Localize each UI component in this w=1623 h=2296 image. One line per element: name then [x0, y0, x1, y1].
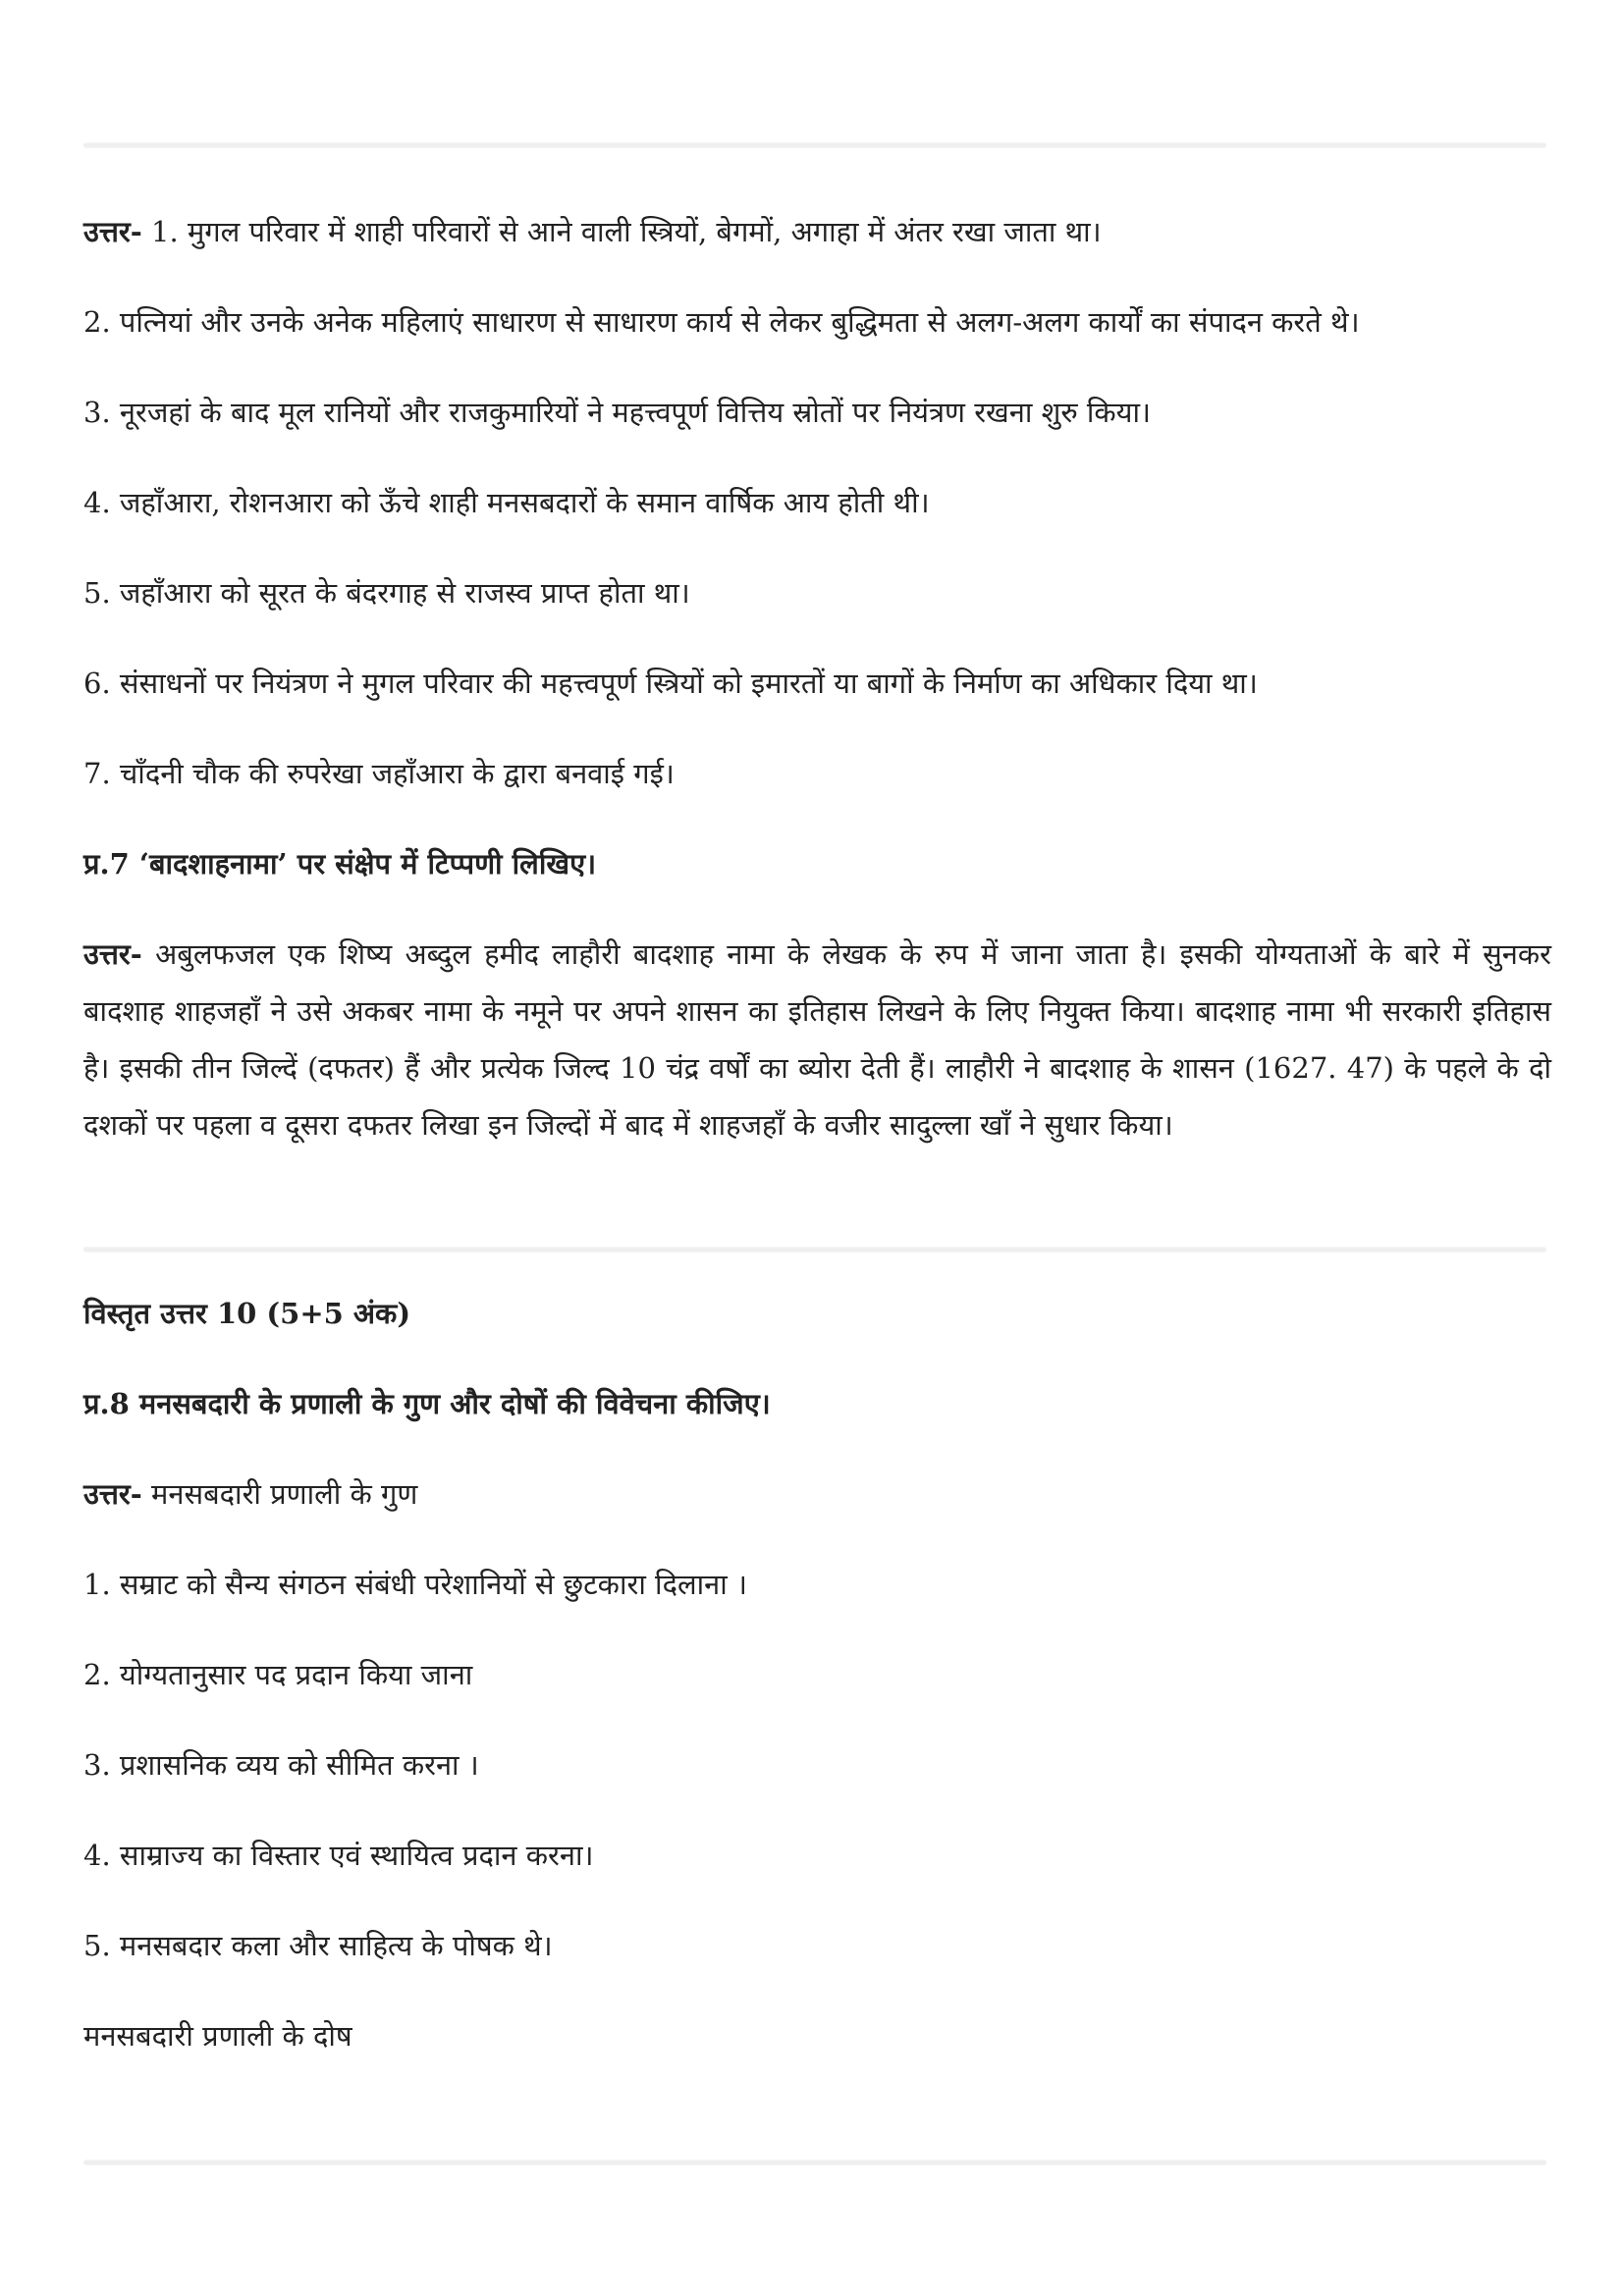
answer-6-point-6: [83, 655, 1551, 712]
question-text: प्र.7 ‘बादशाहनामा’ पर संक्षेप में टिप्पणी लिखिए।: [83, 847, 597, 881]
answer-6-point-3: [83, 384, 1551, 441]
answer-text: 2. पत्नियां और उनके अनेक महिलाएं साधारण से साधारण कार्य से लेकर बुद्धिमता से अलग-अलग कार्यों का संपादन करते थे।: [83, 305, 1360, 339]
merit-text: 2. योग्यतानुसार पद प्रदान किया जाना: [83, 1658, 473, 1691]
merit-5: [83, 1917, 1551, 1974]
question-text: प्र.8 मनसबदारी के प्रणाली के गुण और दोषों की विवेचना कीजिए।: [83, 1387, 771, 1420]
merit-1: [83, 1556, 1551, 1613]
answer-label: उत्तर-: [83, 215, 142, 248]
answer-text: अबुलफजल एक शिष्य अब्दुल हमीद लाहौरी बादशाह नामा के लेखक के रुप में जाना जाता है। इसकी योग्यताओं के बारे में सुनकर बादशाह शाहजहाँ ने उसे अकबर नामा के नमूने पर अपने शासन का इतिहास लिखने के लिए नियुक्त किया। बादशाह नामा भी सरकारी इतिहास है। इसकी तीन जिल्दें (दफतर) हैं और प्रत्येक जिल्द 10 चंद्र वर्षों का ब्योरा देती हैं। लाहौरी ने बादशाह के शासन (1627. 47) के पहले के दो दशकों पर पहला व दूसरा दफतर लिखा इन जिल्दों में बाद में शाहजहाँ के वजीर सादुल्ला खाँ ने सुधार किया।: [83, 937, 1551, 1142]
answer-8-intro: [83, 1466, 1551, 1522]
answer-6-point-7: [83, 745, 1551, 802]
answer-label: उत्तर-: [83, 937, 142, 971]
merit-2: [83, 1646, 1551, 1703]
answer-text: 1. मुगल परिवार में शाही परिवारों से आने वाली स्त्रियों, बेगमों, अगाहा में अंतर रखा जाता था।: [141, 215, 1102, 248]
answer-6-point-4: [83, 474, 1551, 531]
answer-text: 6. संसाधनों पर नियंत्रण ने मुगल परिवार की महत्त्वपूर्ण स्त्रियों को इमारतों या बागों के निर्माण का अधिकार दिया था।: [83, 667, 1258, 700]
answer-label: उत्तर-: [83, 1477, 142, 1511]
merit-text: 5. मनसबदार कला और साहित्य के पोषक थे।: [83, 1929, 553, 1962]
merit-text: 3. प्रशासनिक व्यय को सीमित करना ।: [83, 1748, 479, 1782]
merit-text: 4. साम्राज्य का विस्तार एवं स्थायित्व प्रदान करना।: [83, 1839, 594, 1872]
question-7: [83, 835, 1551, 892]
answer-6-point-5: [83, 564, 1551, 621]
answer-text: 3. नूरजहां के बाद मूल रानियों और राजकुमारियों ने महत्त्वपूर्ण वित्तिय स्रोतों पर नियंत्रण रखना शुरु किया।: [83, 396, 1151, 429]
demerits-heading: [83, 2007, 1551, 2064]
bottom-divider: [83, 2160, 1546, 2165]
answer-7: [83, 926, 1551, 1153]
question-8: [83, 1375, 1551, 1432]
top-divider: [83, 142, 1546, 148]
merit-3: [83, 1736, 1551, 1793]
answer-6-point-2: [83, 294, 1551, 350]
answer-text: मनसबदारी प्रणाली के गुण: [141, 1477, 418, 1511]
answer-text: 7. चाँदनी चौक की रुपरेखा जहाँआरा के द्वारा बनवाई गई।: [83, 757, 675, 790]
section-heading: [83, 1285, 1551, 1342]
answer-6-point-1: [83, 203, 1551, 260]
answer-text: 4. जहाँआरा, रोशनआरा को ऊँचे शाही मनसबदारों के समान वार्षिक आय होती थी।: [83, 486, 930, 519]
merit-4: [83, 1827, 1551, 1884]
demerits-heading-text: मनसबदारी प्रणाली के दोष: [83, 2019, 352, 2053]
answer-text: 5. जहाँआरा को सूरत के बंदरगाह से राजस्व प्राप्त होता था।: [83, 576, 690, 610]
section-heading-text: विस्तृत उत्तर 10 (5+5 अंक): [83, 1297, 411, 1330]
middle-divider: [83, 1247, 1546, 1253]
merit-text: 1. सम्राट को सैन्य संगठन संबंधी परेशानियों से छुटकारा दिलाना ।: [83, 1568, 747, 1601]
